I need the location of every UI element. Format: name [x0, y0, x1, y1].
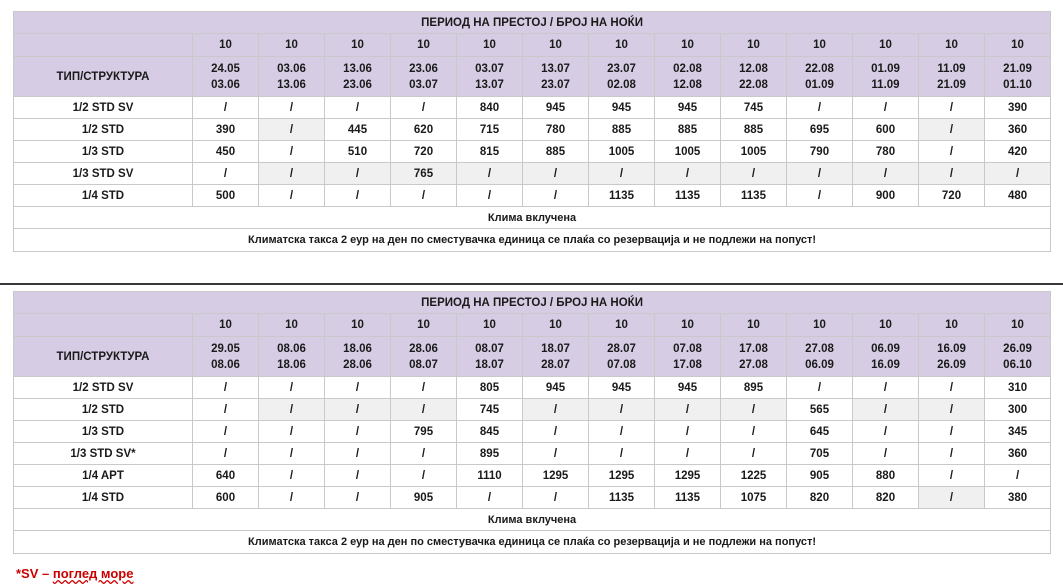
dates-row — [14, 57, 1051, 97]
period-cell — [457, 337, 523, 377]
table-row — [14, 487, 1051, 509]
period-from: 13.06 — [343, 62, 372, 75]
price-cell: / — [853, 443, 919, 465]
price-cell: 720 — [391, 141, 457, 163]
price-cell: 1110 — [457, 465, 523, 487]
nights-cell: 10 — [721, 314, 787, 337]
price-cell: / — [259, 141, 325, 163]
period-cell — [523, 57, 589, 97]
price-cell: 500 — [193, 185, 259, 207]
nights-row — [14, 34, 1051, 57]
nights-blank-cell — [14, 314, 193, 337]
price-cell: 450 — [193, 141, 259, 163]
price-cell: 1295 — [523, 465, 589, 487]
nights-row — [14, 314, 1051, 337]
price-cell: 600 — [193, 487, 259, 509]
room-type-cell: 1/2 STD — [14, 399, 193, 421]
price-cell: / — [853, 163, 919, 185]
price-cell: 885 — [721, 119, 787, 141]
price-cell: / — [721, 421, 787, 443]
period-from: 07.08 — [673, 342, 702, 355]
period-to: 18.06 — [277, 358, 306, 371]
price-cell: 1135 — [589, 487, 655, 509]
period-to: 06.10 — [1003, 358, 1032, 371]
nights-cell: 10 — [787, 34, 853, 57]
nights-cell: 10 — [325, 34, 391, 57]
table-row — [14, 465, 1051, 487]
price-cell: / — [325, 487, 391, 509]
period-cell — [985, 337, 1051, 377]
period-cell — [259, 57, 325, 97]
price-cell: / — [655, 421, 721, 443]
price-cell: / — [721, 163, 787, 185]
price-cell: 1005 — [589, 141, 655, 163]
price-cell: / — [193, 421, 259, 443]
period-to: 13.06 — [277, 78, 306, 91]
period-from: 03.06 — [277, 62, 306, 75]
price-cell: / — [919, 443, 985, 465]
nights-cell: 10 — [457, 34, 523, 57]
price-cell: / — [787, 185, 853, 207]
section-divider — [0, 283, 1063, 285]
price-cell: 885 — [589, 119, 655, 141]
table-row — [14, 421, 1051, 443]
price-cell: / — [325, 97, 391, 119]
price-cell: / — [919, 465, 985, 487]
price-cell: / — [853, 421, 919, 443]
period-from: 13.07 — [541, 62, 570, 75]
nights-cell: 10 — [787, 314, 853, 337]
period-cell — [655, 57, 721, 97]
period-from: 28.07 — [607, 342, 636, 355]
price-cell: / — [259, 119, 325, 141]
price-cell: / — [919, 377, 985, 399]
period-from: 18.06 — [343, 342, 372, 355]
room-type-cell: 1/2 STD SV — [14, 377, 193, 399]
price-cell: / — [391, 377, 457, 399]
period-to: 03.07 — [409, 78, 438, 91]
nights-cell: 10 — [655, 314, 721, 337]
price-cell: 510 — [325, 141, 391, 163]
period-from: 22.08 — [805, 62, 834, 75]
period-from: 23.06 — [409, 62, 438, 75]
price-cell: 715 — [457, 119, 523, 141]
room-type-cell: 1/2 STD — [14, 119, 193, 141]
period-cell — [325, 337, 391, 377]
price-cell: / — [457, 163, 523, 185]
price-cell: / — [259, 443, 325, 465]
price-cell: 885 — [523, 141, 589, 163]
price-cell: / — [259, 185, 325, 207]
price-table-1 — [13, 11, 1051, 252]
period-to: 08.07 — [409, 358, 438, 371]
price-cell: / — [325, 377, 391, 399]
price-cell: 895 — [457, 443, 523, 465]
period-from: 26.09 — [1003, 342, 1032, 355]
price-cell: / — [457, 487, 523, 509]
table-title: ПЕРИОД НА ПРЕСТОЈ / БРОЈ НА НОЌИ — [14, 292, 1051, 314]
price-cell: 640 — [193, 465, 259, 487]
price-cell: 945 — [523, 377, 589, 399]
room-type-cell: 1/2 STD SV — [14, 97, 193, 119]
price-cell: / — [193, 377, 259, 399]
nights-cell: 10 — [259, 314, 325, 337]
period-to: 23.07 — [541, 78, 570, 91]
price-cell: / — [655, 399, 721, 421]
price-cell: 1135 — [655, 487, 721, 509]
period-from: 08.07 — [475, 342, 504, 355]
period-cell — [589, 57, 655, 97]
price-cell: / — [259, 97, 325, 119]
nights-cell: 10 — [721, 34, 787, 57]
period-from: 18.07 — [541, 342, 570, 355]
price-cell: / — [193, 399, 259, 421]
period-cell — [985, 57, 1051, 97]
nights-cell: 10 — [655, 34, 721, 57]
period-cell — [787, 337, 853, 377]
price-cell: 945 — [523, 97, 589, 119]
price-cell: / — [589, 443, 655, 465]
period-cell — [457, 57, 523, 97]
price-cell: 645 — [787, 421, 853, 443]
price-cell: 1135 — [655, 185, 721, 207]
type-header: ТИП/СТРУКТУРА — [14, 337, 193, 377]
period-cell — [193, 57, 259, 97]
period-to: 16.09 — [871, 358, 900, 371]
sv-footnote — [16, 566, 133, 581]
price-cell: 795 — [391, 421, 457, 443]
price-cell: / — [391, 97, 457, 119]
table-row — [14, 141, 1051, 163]
period-to: 11.09 — [871, 78, 900, 91]
period-from: 29.05 — [211, 342, 240, 355]
title-row — [14, 292, 1051, 314]
nights-cell: 10 — [523, 34, 589, 57]
nights-cell: 10 — [193, 34, 259, 57]
price-cell: / — [391, 185, 457, 207]
price-cell: / — [523, 421, 589, 443]
nights-cell: 10 — [919, 34, 985, 57]
note-row — [14, 207, 1051, 229]
period-to: 08.06 — [211, 358, 240, 371]
period-cell — [919, 337, 985, 377]
period-to: 23.06 — [343, 78, 372, 91]
period-to: 26.09 — [937, 358, 966, 371]
table-title: ПЕРИОД НА ПРЕСТОЈ / БРОЈ НА НОЌИ — [14, 12, 1051, 34]
price-cell: / — [259, 465, 325, 487]
period-cell — [523, 337, 589, 377]
price-cell: 840 — [457, 97, 523, 119]
price-cell: 1005 — [721, 141, 787, 163]
nights-cell: 10 — [985, 34, 1051, 57]
period-to: 03.06 — [211, 78, 240, 91]
period-cell — [589, 337, 655, 377]
period-from: 02.08 — [673, 62, 702, 75]
price-cell: 945 — [655, 97, 721, 119]
price-cell: / — [919, 421, 985, 443]
nights-cell: 10 — [589, 314, 655, 337]
price-cell: / — [259, 399, 325, 421]
price-cell: 900 — [853, 185, 919, 207]
price-cell: 620 — [391, 119, 457, 141]
price-cell: / — [193, 97, 259, 119]
period-cell — [853, 57, 919, 97]
price-cell: 1295 — [655, 465, 721, 487]
price-cell: / — [325, 185, 391, 207]
price-cell: / — [589, 163, 655, 185]
price-cell: / — [259, 487, 325, 509]
period-from: 24.05 — [211, 62, 240, 75]
period-from: 27.08 — [805, 342, 834, 355]
room-type-cell: 1/3 STD — [14, 421, 193, 443]
table-row — [14, 377, 1051, 399]
price-cell: / — [919, 141, 985, 163]
price-cell: 1135 — [589, 185, 655, 207]
price-cell: / — [457, 185, 523, 207]
price-cell: 445 — [325, 119, 391, 141]
price-cell: / — [919, 119, 985, 141]
period-cell — [919, 57, 985, 97]
table-row — [14, 163, 1051, 185]
period-to: 07.08 — [607, 358, 636, 371]
room-type-cell: 1/3 STD SV* — [14, 443, 193, 465]
price-cell: 745 — [457, 399, 523, 421]
room-type-cell: 1/4 APT — [14, 465, 193, 487]
dates-row — [14, 337, 1051, 377]
price-cell: / — [523, 163, 589, 185]
period-to: 17.08 — [673, 358, 702, 371]
table-row — [14, 399, 1051, 421]
price-cell: / — [325, 421, 391, 443]
price-cell: 905 — [391, 487, 457, 509]
period-to: 02.08 — [607, 78, 636, 91]
climate-tax-note: Климатска такса 2 еур на ден по сместувачка единица се плаќа со резервација и не подлежи на попуст! — [14, 229, 1051, 252]
price-cell: / — [391, 443, 457, 465]
price-cell: 360 — [985, 443, 1051, 465]
price-cell: / — [523, 185, 589, 207]
aircon-note: Клима вклучена — [14, 509, 1051, 531]
nights-cell: 10 — [391, 34, 457, 57]
price-cell: 780 — [523, 119, 589, 141]
nights-blank-cell — [14, 34, 193, 57]
period-cell — [259, 337, 325, 377]
footnote-text: поглед море — [52, 566, 134, 581]
period-from: 06.09 — [871, 342, 900, 355]
nights-cell: 10 — [589, 34, 655, 57]
price-cell: / — [655, 163, 721, 185]
price-cell: 390 — [985, 97, 1051, 119]
period-to: 06.09 — [805, 358, 834, 371]
price-cell: 765 — [391, 163, 457, 185]
price-cell: 895 — [721, 377, 787, 399]
price-cell: 905 — [787, 465, 853, 487]
nights-cell: 10 — [325, 314, 391, 337]
price-cell: 480 — [985, 185, 1051, 207]
nights-cell: 10 — [985, 314, 1051, 337]
period-from: 28.06 — [409, 342, 438, 355]
period-to: 28.06 — [343, 358, 372, 371]
price-cell: / — [193, 443, 259, 465]
price-cell: 945 — [589, 97, 655, 119]
period-from: 23.07 — [607, 62, 636, 75]
table-row — [14, 185, 1051, 207]
price-cell: 820 — [853, 487, 919, 509]
price-cell: / — [919, 163, 985, 185]
period-from: 12.08 — [739, 62, 768, 75]
price-cell: / — [655, 443, 721, 465]
nights-cell: 10 — [523, 314, 589, 337]
price-cell: 380 — [985, 487, 1051, 509]
room-type-cell: 1/3 STD — [14, 141, 193, 163]
period-cell — [721, 337, 787, 377]
price-cell: / — [721, 399, 787, 421]
price-cell: / — [919, 97, 985, 119]
price-cell: / — [391, 465, 457, 487]
price-cell: / — [919, 399, 985, 421]
price-table-2 — [13, 291, 1051, 554]
nights-cell: 10 — [853, 314, 919, 337]
footnote-prefix: *SV – — [16, 566, 53, 581]
note-row — [14, 229, 1051, 252]
period-to: 27.08 — [739, 358, 768, 371]
period-to: 18.07 — [475, 358, 504, 371]
price-cell: / — [787, 97, 853, 119]
period-cell — [655, 337, 721, 377]
price-cell: 880 — [853, 465, 919, 487]
price-cell: 945 — [655, 377, 721, 399]
nights-cell: 10 — [259, 34, 325, 57]
period-cell — [391, 337, 457, 377]
period-cell — [325, 57, 391, 97]
price-cell: / — [523, 487, 589, 509]
price-cell: / — [985, 465, 1051, 487]
period-from: 08.06 — [277, 342, 306, 355]
price-cell: 420 — [985, 141, 1051, 163]
price-cell: 360 — [985, 119, 1051, 141]
price-cell: 345 — [985, 421, 1051, 443]
price-cell: 390 — [193, 119, 259, 141]
period-to: 01.09 — [805, 78, 834, 91]
period-to: 28.07 — [541, 358, 570, 371]
period-cell — [193, 337, 259, 377]
nights-cell: 10 — [853, 34, 919, 57]
price-cell: 780 — [853, 141, 919, 163]
period-from: 03.07 — [475, 62, 504, 75]
price-cell: 945 — [589, 377, 655, 399]
price-cell: / — [325, 465, 391, 487]
period-to: 21.09 — [937, 78, 966, 91]
room-type-cell: 1/4 STD — [14, 185, 193, 207]
price-cell: / — [193, 163, 259, 185]
price-cell: / — [589, 399, 655, 421]
aircon-note: Клима вклучена — [14, 207, 1051, 229]
price-cell: 845 — [457, 421, 523, 443]
table-row — [14, 443, 1051, 465]
price-cell: / — [721, 443, 787, 465]
price-cell: 1075 — [721, 487, 787, 509]
price-cell: / — [325, 399, 391, 421]
room-type-cell: 1/3 STD SV — [14, 163, 193, 185]
price-cell: 790 — [787, 141, 853, 163]
price-cell: / — [325, 443, 391, 465]
price-cell: 1225 — [721, 465, 787, 487]
period-cell — [853, 337, 919, 377]
nights-cell: 10 — [193, 314, 259, 337]
price-cell: / — [259, 163, 325, 185]
price-cell: / — [919, 487, 985, 509]
price-cell: 565 — [787, 399, 853, 421]
note-row — [14, 531, 1051, 554]
period-cell — [721, 57, 787, 97]
climate-tax-note: Климатска такса 2 еур на ден по сместувачка единица се плаќа со резервација и не подлежи на попуст! — [14, 531, 1051, 554]
price-cell: 815 — [457, 141, 523, 163]
price-cell: / — [853, 97, 919, 119]
price-cell: / — [523, 399, 589, 421]
title-row — [14, 12, 1051, 34]
period-to: 12.08 — [673, 78, 702, 91]
price-cell: 300 — [985, 399, 1051, 421]
price-cell: / — [523, 443, 589, 465]
period-to: 01.10 — [1003, 78, 1032, 91]
nights-cell: 10 — [919, 314, 985, 337]
price-cell: 310 — [985, 377, 1051, 399]
period-from: 01.09 — [871, 62, 900, 75]
price-cell: / — [259, 421, 325, 443]
period-to: 13.07 — [475, 78, 504, 91]
table-row — [14, 119, 1051, 141]
price-cell: / — [787, 377, 853, 399]
price-cell: 705 — [787, 443, 853, 465]
price-cell: / — [259, 377, 325, 399]
price-cell: / — [985, 163, 1051, 185]
period-from: 11.09 — [937, 62, 966, 75]
price-cell: 820 — [787, 487, 853, 509]
period-from: 21.09 — [1003, 62, 1032, 75]
price-cell: / — [853, 377, 919, 399]
nights-cell: 10 — [457, 314, 523, 337]
price-cell: 720 — [919, 185, 985, 207]
price-cell: / — [325, 163, 391, 185]
period-from: 16.09 — [937, 342, 966, 355]
room-type-cell: 1/4 STD — [14, 487, 193, 509]
table-row — [14, 97, 1051, 119]
price-cell: / — [391, 399, 457, 421]
price-cell: 600 — [853, 119, 919, 141]
price-cell: 745 — [721, 97, 787, 119]
price-cell: 885 — [655, 119, 721, 141]
price-cell: 1005 — [655, 141, 721, 163]
price-cell: 1135 — [721, 185, 787, 207]
price-cell: 805 — [457, 377, 523, 399]
period-cell — [391, 57, 457, 97]
type-header: ТИП/СТРУКТУРА — [14, 57, 193, 97]
price-cell: 695 — [787, 119, 853, 141]
price-cell: 1295 — [589, 465, 655, 487]
price-cell: / — [853, 399, 919, 421]
price-cell: / — [787, 163, 853, 185]
price-cell: / — [589, 421, 655, 443]
period-cell — [787, 57, 853, 97]
nights-cell: 10 — [391, 314, 457, 337]
note-row — [14, 509, 1051, 531]
period-from: 17.08 — [739, 342, 768, 355]
period-to: 22.08 — [739, 78, 768, 91]
